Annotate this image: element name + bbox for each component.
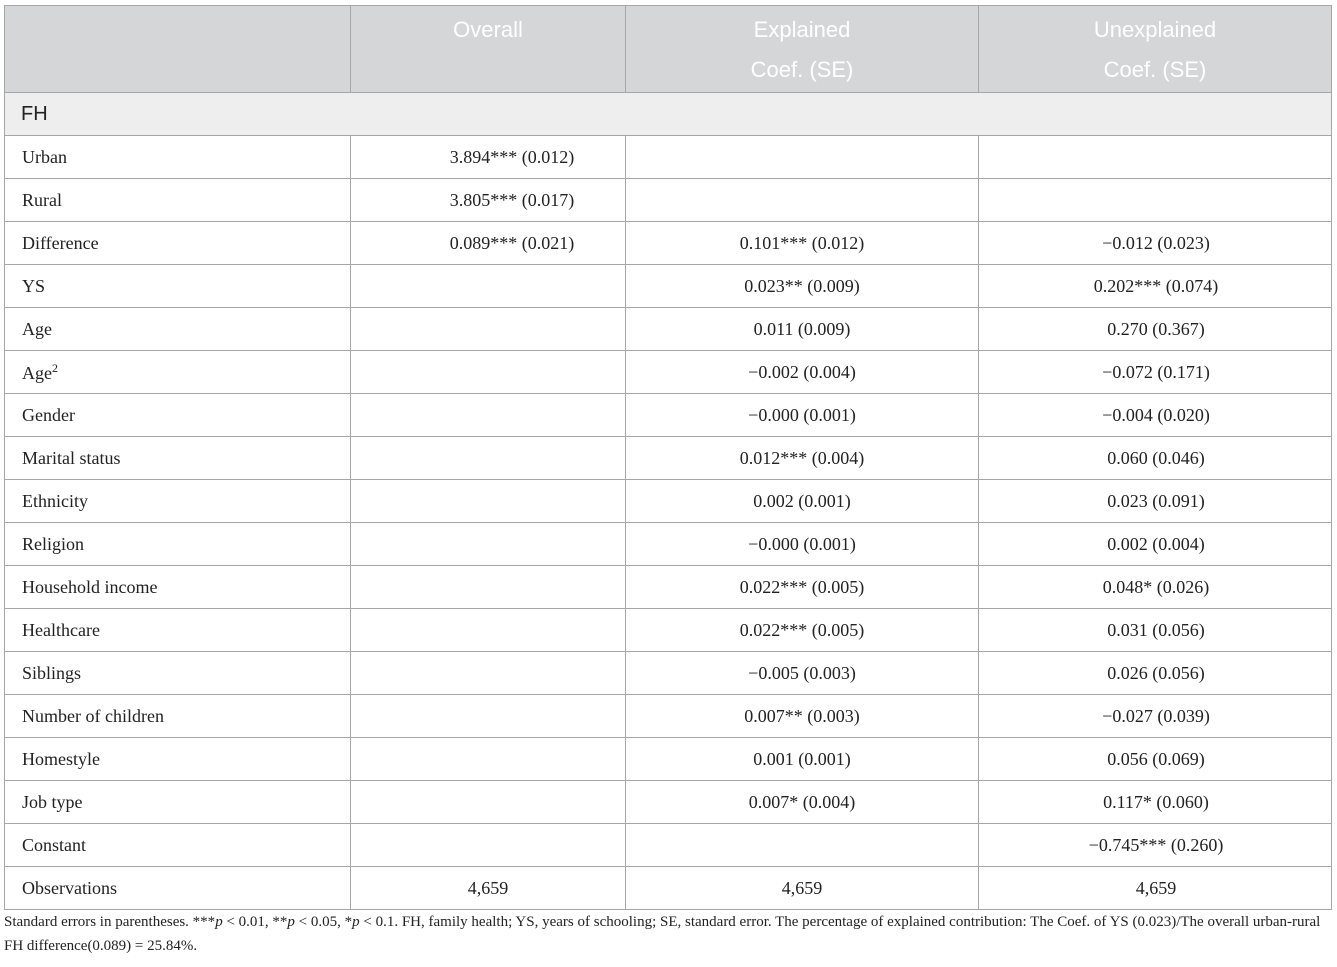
- table-row: [5, 179, 1332, 222]
- overall-cell: [351, 824, 626, 867]
- unexplained-cell: 0.026 (0.056): [979, 652, 1332, 695]
- header-overall-label: Overall: [453, 17, 523, 42]
- row-label-text: Gender: [22, 404, 75, 425]
- row-label: [5, 695, 351, 738]
- explained-cell: 0.001 (0.001): [626, 738, 979, 781]
- table-row: [5, 437, 1332, 480]
- table-row: [5, 265, 1332, 308]
- unexplained-cell: 0.060 (0.046): [979, 437, 1332, 480]
- unexplained-cell: −0.745*** (0.260): [979, 824, 1332, 867]
- row-label-text: Household income: [22, 576, 158, 597]
- table-footnote: [4, 910, 1324, 958]
- results-table: [4, 5, 1332, 910]
- header-unexplained-line2: Coef. (SE): [1103, 57, 1207, 82]
- row-label-text: Age: [22, 318, 52, 339]
- row-label: [5, 437, 351, 480]
- unexplained-cell: 0.202*** (0.074): [979, 265, 1332, 308]
- overall-cell: [351, 738, 626, 781]
- footnote-text-4: < 0.1. FH, family health; YS, years of schooling; SE, standard error. The percentage of explained contribution: The Coef. of YS (0.023)/The overall urban-rural FH difference(0.089) = 25.84%.: [4, 914, 1321, 954]
- row-label: [5, 867, 351, 910]
- footnote-text-2: < 0.01, **: [222, 914, 288, 930]
- table-row: [5, 867, 1332, 910]
- unexplained-cell: −0.072 (0.171): [979, 351, 1332, 394]
- table-row: [5, 136, 1332, 179]
- overall-cell: 3.805*** (0.017): [351, 179, 626, 222]
- explained-cell: 0.023** (0.009): [626, 265, 979, 308]
- table-row: [5, 351, 1332, 394]
- row-label: [5, 222, 351, 265]
- row-label: [5, 609, 351, 652]
- header-empty-cell: [5, 6, 351, 93]
- overall-cell: 4,659: [351, 867, 626, 910]
- table-row: [5, 308, 1332, 351]
- overall-cell: 3.894*** (0.012): [351, 136, 626, 179]
- unexplained-cell: [979, 179, 1332, 222]
- row-label: [5, 351, 351, 394]
- row-label-text: Rural: [22, 189, 62, 210]
- row-label: [5, 738, 351, 781]
- explained-cell: 0.101*** (0.012): [626, 222, 979, 265]
- row-label: [5, 136, 351, 179]
- unexplained-cell: −0.012 (0.023): [979, 222, 1332, 265]
- explained-cell: −0.005 (0.003): [626, 652, 979, 695]
- header-unexplained-line1: Unexplained: [1093, 17, 1217, 42]
- unexplained-cell: 0.002 (0.004): [979, 523, 1332, 566]
- footnote-text-3: < 0.05, *: [294, 914, 353, 930]
- unexplained-cell: 4,659: [979, 867, 1332, 910]
- explained-cell: 0.002 (0.001): [626, 480, 979, 523]
- unexplained-cell: 0.023 (0.091): [979, 480, 1332, 523]
- table-row: [5, 781, 1332, 824]
- table-row: [5, 609, 1332, 652]
- overall-cell: [351, 437, 626, 480]
- unexplained-cell: 0.056 (0.069): [979, 738, 1332, 781]
- overall-cell: [351, 609, 626, 652]
- overall-cell: [351, 265, 626, 308]
- explained-cell: −0.000 (0.001): [626, 394, 979, 437]
- explained-cell: 0.007** (0.003): [626, 695, 979, 738]
- row-label-text: Ethnicity: [22, 490, 88, 511]
- row-label-superscript: 2: [52, 360, 58, 375]
- row-label-text: Siblings: [22, 662, 82, 683]
- explained-cell: [626, 136, 979, 179]
- overall-cell: [351, 308, 626, 351]
- explained-cell: 0.022*** (0.005): [626, 566, 979, 609]
- explained-cell: [626, 179, 979, 222]
- header-overall: [351, 6, 626, 93]
- table-row: [5, 695, 1332, 738]
- row-label-text: Religion: [22, 533, 84, 554]
- table-header-row: [5, 6, 1332, 93]
- explained-cell: 0.011 (0.009): [626, 308, 979, 351]
- section-row: [5, 93, 1332, 136]
- section-label: FH: [5, 93, 1332, 136]
- header-explained: [626, 6, 979, 93]
- row-label-text: Number of children: [22, 705, 164, 726]
- overall-cell: [351, 394, 626, 437]
- table-row: [5, 824, 1332, 867]
- unexplained-cell: 0.270 (0.367): [979, 308, 1332, 351]
- row-label: [5, 179, 351, 222]
- overall-cell: 0.089*** (0.021): [351, 222, 626, 265]
- overall-cell: [351, 566, 626, 609]
- row-label: [5, 781, 351, 824]
- row-label-text: Healthcare: [22, 619, 100, 640]
- unexplained-cell: −0.004 (0.020): [979, 394, 1332, 437]
- table-row: [5, 222, 1332, 265]
- row-label-text: Age: [22, 362, 52, 383]
- header-explained-line2: Coef. (SE): [750, 57, 854, 82]
- row-label: [5, 652, 351, 695]
- row-label-text: Constant: [22, 834, 87, 855]
- table-row: [5, 566, 1332, 609]
- row-label-text: YS: [22, 275, 46, 296]
- row-label: [5, 265, 351, 308]
- footnote-text-1: Standard errors in parentheses. ***: [4, 914, 216, 930]
- explained-cell: −0.002 (0.004): [626, 351, 979, 394]
- unexplained-cell: 0.117* (0.060): [979, 781, 1332, 824]
- row-label-text: Observations: [22, 877, 117, 898]
- table-row: [5, 523, 1332, 566]
- row-label: [5, 394, 351, 437]
- row-label: [5, 308, 351, 351]
- overall-cell: [351, 523, 626, 566]
- explained-cell: 0.022*** (0.005): [626, 609, 979, 652]
- explained-cell: −0.000 (0.001): [626, 523, 979, 566]
- overall-cell: [351, 695, 626, 738]
- overall-cell: [351, 781, 626, 824]
- footnote-p-3: p: [352, 914, 360, 930]
- row-label: [5, 566, 351, 609]
- explained-cell: [626, 824, 979, 867]
- footnote-p-2: p: [287, 914, 295, 930]
- row-label-text: Job type: [22, 791, 83, 812]
- overall-cell: [351, 351, 626, 394]
- unexplained-cell: 0.048* (0.026): [979, 566, 1332, 609]
- header-unexplained: [979, 6, 1332, 93]
- explained-cell: 4,659: [626, 867, 979, 910]
- table-row: [5, 394, 1332, 437]
- row-label: [5, 480, 351, 523]
- explained-cell: 0.012*** (0.004): [626, 437, 979, 480]
- overall-cell: [351, 480, 626, 523]
- table-row: [5, 480, 1332, 523]
- row-label-text: Homestyle: [22, 748, 100, 769]
- unexplained-cell: −0.027 (0.039): [979, 695, 1332, 738]
- header-explained-line1: Explained: [753, 17, 851, 42]
- explained-cell: 0.007* (0.004): [626, 781, 979, 824]
- row-label-text: Difference: [22, 232, 99, 253]
- unexplained-cell: 0.031 (0.056): [979, 609, 1332, 652]
- row-label-text: Marital status: [22, 447, 121, 468]
- unexplained-cell: [979, 136, 1332, 179]
- footnote-p-1: p: [215, 914, 223, 930]
- overall-cell: [351, 652, 626, 695]
- table-row: [5, 738, 1332, 781]
- table-row: [5, 652, 1332, 695]
- row-label: [5, 824, 351, 867]
- row-label-text: Urban: [22, 146, 67, 167]
- row-label: [5, 523, 351, 566]
